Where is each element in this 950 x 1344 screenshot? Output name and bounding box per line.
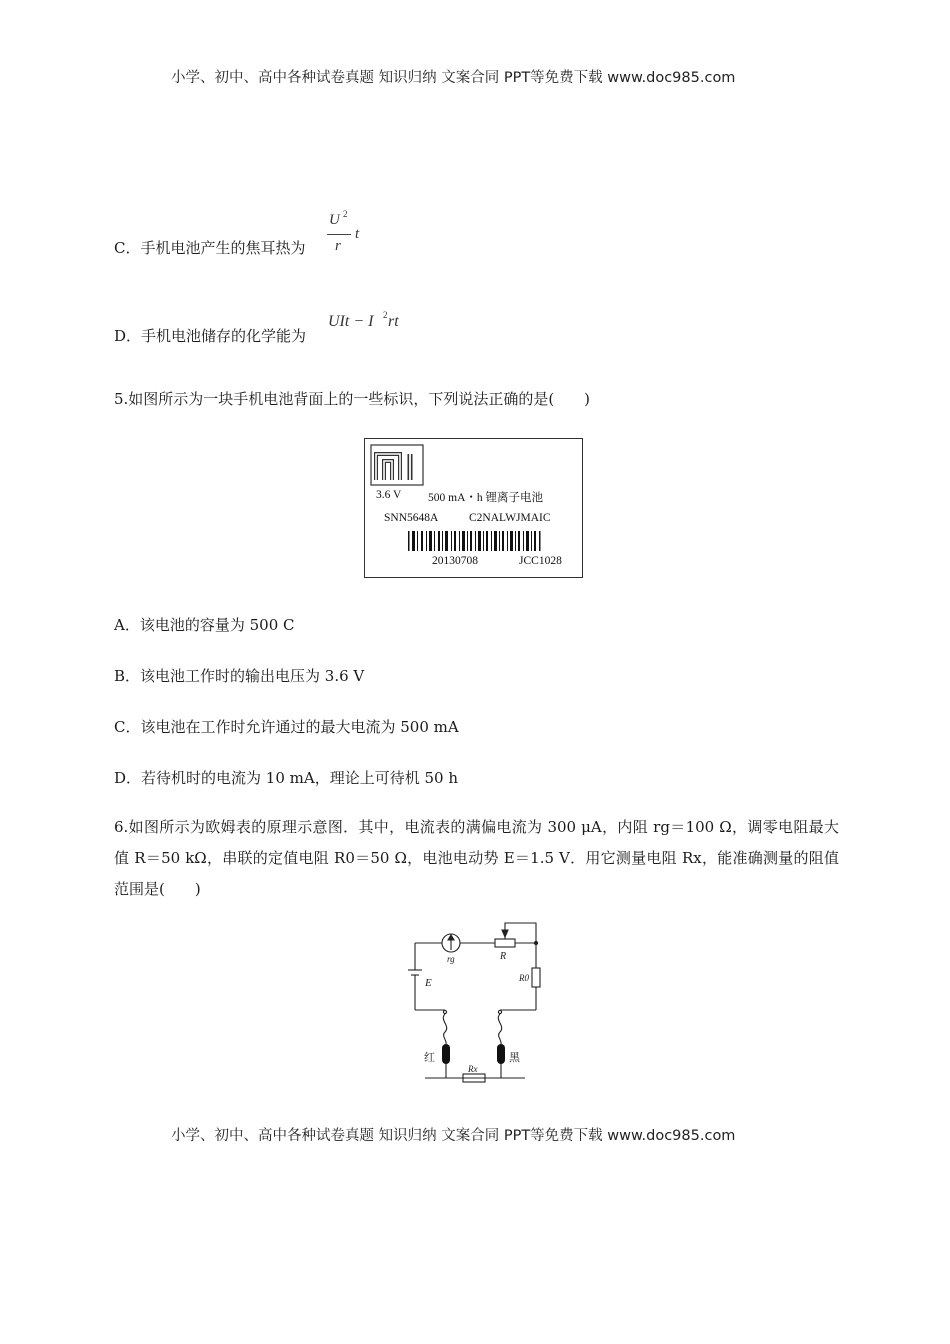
q5-option-c: C．该电池在工作时允许通过的最大电流为 500 mA (114, 718, 459, 736)
q5-option-a: A．该电池的容量为 500 C (114, 616, 295, 634)
q4-option-d (114, 326, 306, 346)
red-probe (442, 1044, 450, 1064)
formula-denominator: r (335, 238, 341, 254)
formula-sup: 2 (343, 209, 348, 219)
ohmmeter-circuit-diagram (405, 918, 555, 1090)
label-black: 黑 (509, 1051, 520, 1064)
q5-stem: 5.如图所示为一块手机电池背面上的一些标识，下列说法正确的是( ) (114, 390, 591, 408)
formula-tail: t (355, 226, 360, 242)
formula-sup: 2 (383, 310, 388, 320)
q6-stem: 6.如图所示为欧姆表的原理示意图．其中，电流表的满偏电流为 300 μA，内阻 rg＝100 Ω，调零电阻最大值 R＝50 kΩ，串联的定值电阻 R0＝50 Ω，电池电动势 E＝1.5 V．用它测量电阻 Rx，能准确测量的阻值范围是( ) (114, 818, 839, 898)
label-voltage: 3.6 V (376, 489, 402, 501)
label-Rx: Rx (468, 1064, 478, 1074)
battery-label-figure (364, 438, 583, 578)
q4-option-c-text: C．手机电池产生的焦耳热为 (114, 239, 306, 257)
label-R: R (500, 951, 507, 962)
label-capacity: 500 mA・h 锂离子电池 (428, 492, 543, 504)
label-serial-left: SNN5648A (384, 512, 439, 524)
label-date: 20130708 (432, 555, 478, 567)
formula-numerator: U (329, 212, 340, 228)
mi-logo-icon (370, 444, 424, 486)
q5-option-d: D．若待机时的电流为 10 mA，理论上可待机 50 h (114, 769, 458, 787)
label-R0: R0 (519, 973, 529, 983)
black-probe (497, 1044, 505, 1064)
page-header: 小学、初中、高中各种试卷真题 知识归纳 文案合同 PPT等免费下载 www.doc985.com (171, 70, 736, 86)
q4-option-c (114, 238, 305, 258)
label-serial-right: C2NALWJMAIC (469, 512, 551, 524)
page-footer: 小学、初中、高中各种试卷真题 知识归纳 文案合同 PPT等免费下载 www.doc985.com (171, 1128, 736, 1144)
label-E: E (425, 977, 432, 989)
label-rg: rg (447, 954, 455, 964)
fraction-bar (327, 234, 351, 235)
label-red: 红 (424, 1051, 435, 1064)
formula-tail: rt (388, 313, 399, 330)
formula-main: UIt − I (328, 313, 374, 330)
q4-option-d-text: D．手机电池储存的化学能为 (114, 327, 307, 345)
label-code: JCC1028 (519, 555, 562, 567)
q5-option-b: B．该电池工作时的输出电压为 3.6 V (114, 667, 365, 685)
barcode-icon (408, 531, 543, 551)
